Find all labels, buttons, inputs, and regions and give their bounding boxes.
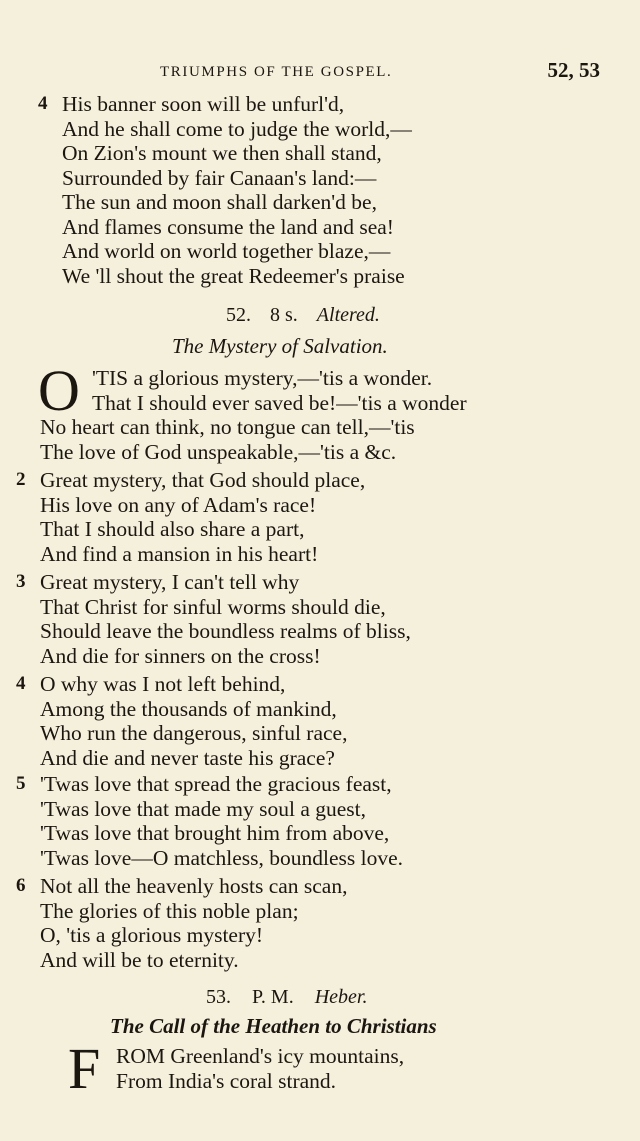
verse-line: No heart can think, no tongue can tell,—'tis [40,415,415,439]
verse-line: Who run the dangerous, sinful race, [40,721,348,745]
verse-line: 'Twas love that made my soul a guest, [40,796,366,821]
verse-line: 'Twas love that brought him from above, [40,821,390,845]
verse-line: We 'll shout the great Redeemer's praise [62,263,405,288]
verse-line: 'TIS a glorious mystery,—'tis a wonder. [92,366,433,390]
drop-cap: F [68,1036,101,1101]
verse-line: O, 'tis a glorious mystery! [40,923,264,947]
stanza-number: 4 [16,673,26,694]
hymn-number: 53. [206,986,231,1008]
verse-line: Surrounded by fair Canaan's land:— [62,165,377,190]
verse-line: ROM Greenland's icy mountains, [116,1044,405,1068]
verse-line: 'Twas love that spread the gracious feast, [40,772,392,796]
hymn-meter: P. M. [252,986,294,1008]
page-number: 52, 53 [547,58,600,82]
drop-cap: O [38,358,80,423]
stanza-number: 4 [38,93,48,114]
verse-line: And world on world together blaze,— [62,239,391,263]
hymn53-heading [206,986,367,1009]
verse-line: O why was I not left behind, [40,672,286,696]
verse-line: That I should also share a part, [40,517,305,541]
hymn-author: Heber. [314,986,368,1008]
verse-line: And he shall come to judge the world,— [62,116,412,141]
verse-line: The love of God unspeakable,—'tis a &c. [40,439,397,464]
hymn-number: 52. [226,304,251,326]
stanza-number: 2 [16,469,26,490]
verse-line: His banner soon will be unfurl'd, [62,92,345,116]
running-head: TRIUMPHS OF THE GOSPEL. [160,64,393,80]
hymn-note: Altered. [316,304,380,326]
hymn53-title: The Call of the Heathen to Christians [110,1014,437,1038]
verse-line: Great mystery, I can't tell why [40,570,300,594]
hymn52-title: The Mystery of Salvation. [172,334,388,358]
stanza-number: 3 [16,571,26,592]
verse-line: Not all the heavenly hosts can scan, [40,874,348,898]
verse-line: From India's coral strand. [116,1068,337,1093]
verse-line: And die and never taste his grace? [40,745,335,770]
verse-line: Should leave the boundless realms of bliss, [40,619,411,643]
verse-line: His love on any of Adam's race! [40,492,317,517]
verse-line: That I should ever saved be!—'tis a wonder [92,390,467,415]
hymn52-heading [226,304,380,327]
verse-line: The glories of this noble plan; [40,898,299,923]
verse-line: And will be to eternity. [40,947,239,972]
verse-line: That Christ for sinful worms should die, [40,594,386,619]
hymn-meter: 8 s. [270,304,298,326]
verse-line: And flames consume the land and sea! [62,214,394,239]
verse-line: Great mystery, that God should place, [40,468,366,492]
verse-line: 'Twas love—O matchless, boundless love. [40,845,404,870]
verse-line: And die for sinners on the cross! [40,643,321,668]
verse-line: The sun and moon shall darken'd be, [62,190,377,214]
verse-line: On Zion's mount we then shall stand, [62,141,382,165]
verse-line: And find a mansion in his heart! [40,541,319,566]
verse-line: Among the thousands of mankind, [40,696,337,721]
stanza-number: 6 [16,875,26,896]
stanza-number: 5 [16,773,26,794]
